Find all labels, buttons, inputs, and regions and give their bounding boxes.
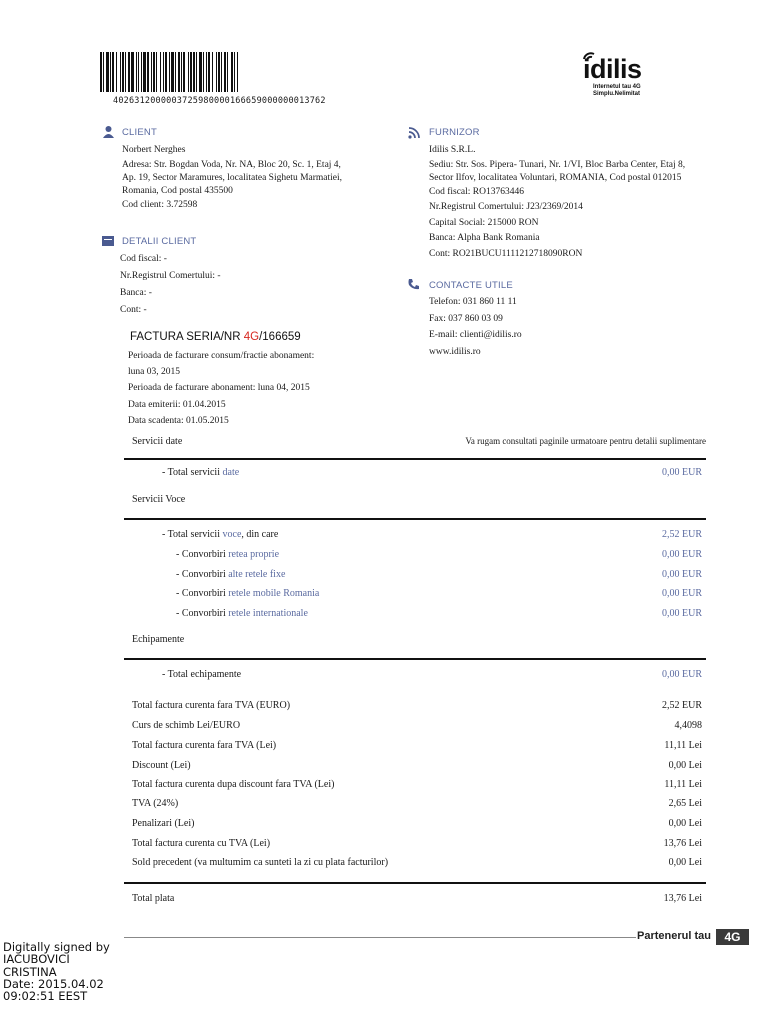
totals-value: 0,00 Lei [668, 760, 702, 771]
barcode-bar [190, 52, 192, 92]
barcode-bar [196, 52, 197, 92]
invoice-title [130, 331, 301, 343]
divider-voice [124, 518, 706, 520]
logo-tagline-2: Simplu.Nelimitat [593, 91, 641, 97]
invoice-number: /166659 [259, 331, 301, 343]
supplier-title: FURNIZOR [429, 127, 480, 138]
voice-item-prefix: - Convorbiri [176, 588, 229, 599]
person-icon [102, 125, 115, 138]
totals-label: TVA (24%) [132, 798, 179, 809]
totals-label: Total factura curenta fara TVA (EURO) [132, 700, 291, 711]
supplier-name: Idilis S.R.L. [429, 145, 476, 155]
contact-email[interactable]: E-mail: clienti@idilis.ro [429, 330, 522, 340]
barcode-bar [156, 52, 157, 92]
totals-row [132, 760, 702, 776]
barcode-bar [175, 52, 176, 92]
client-title: CLIENT [122, 127, 157, 138]
client-fiscal-code: Cod fiscal: - [120, 254, 167, 264]
client-details-title: DETALII CLIENT [122, 236, 197, 247]
client-code: Cod client: 3.72598 [122, 199, 198, 210]
issue-date: Data emiterii: 01.04.2015 [128, 399, 226, 410]
totals-value: 2,52 EUR [662, 700, 702, 711]
voice-item-prefix: - Convorbiri [176, 608, 229, 619]
data-services-heading-row [132, 436, 706, 452]
barcode [100, 52, 360, 92]
digital-signature [3, 941, 110, 1002]
invoice-details [128, 348, 408, 429]
barcode-bar [106, 52, 109, 92]
totals-row [132, 779, 702, 795]
signature-line: Digitally signed by [3, 940, 110, 954]
barcode-bar [160, 52, 161, 92]
barcode-bar [112, 52, 114, 92]
client-address-3: Romania, Cod postal 435500 [122, 185, 233, 196]
supplier-address-1: Sediu: Str. Sos. Pipera- Tunari, Nr. 1/VI, Bloc Barba Center, Etaj 8, [429, 159, 686, 170]
voice-item-highlight: retele internationale [228, 608, 308, 619]
total-payment-label: Total plata [132, 893, 175, 904]
barcode-bar [100, 52, 102, 92]
voice-item-prefix: - Convorbiri [176, 549, 229, 560]
period-consumption-label: Perioada de facturare consum/fractie abonament: [128, 351, 315, 361]
totals-row [132, 798, 702, 814]
voice-item-row [132, 549, 702, 565]
barcode-bar [231, 52, 233, 92]
signature-line: CRISTINA [3, 964, 57, 979]
totals-value: 4,4098 [674, 720, 702, 731]
barcode-bar [122, 52, 124, 92]
voice-services-total-row [132, 529, 702, 545]
barcode-bar [199, 52, 202, 92]
totals-label: Total factura curenta fara TVA (Lei) [132, 740, 277, 751]
barcode-bar [143, 52, 146, 92]
barcode-bar [141, 52, 142, 92]
idilis-logo [575, 50, 685, 100]
barcode-bar [147, 52, 149, 92]
supplier-fiscal-code: Cod fiscal: RO13763446 [429, 186, 524, 197]
supplier-capital: Capital Social: 215000 RON [429, 217, 539, 228]
voice-item-value: 0,00 EUR [662, 608, 702, 619]
client-address-2: Ap. 19, Sector Maramures, localitatea Sighetu Marmatiei, [122, 172, 343, 183]
supplier-address-2: Sector Ilfov, localitatea Voluntari, ROMANIA, Cod postal 012015 [429, 172, 682, 183]
supplier-block [429, 143, 729, 262]
period-consumption-value: luna 03, 2015 [128, 367, 180, 378]
barcode-bar [136, 52, 137, 92]
barcode-bar [120, 52, 121, 92]
barcode-bar [138, 52, 139, 92]
invoice-series: 4G [243, 331, 260, 343]
voice-item-value: 0,00 EUR [662, 569, 702, 580]
logo-tagline-1: Internetul tau 4G [593, 84, 641, 90]
equipment-heading-row [132, 634, 702, 650]
barcode-bar [224, 52, 226, 92]
totals-value: 11,11 Lei [664, 740, 702, 751]
totals-row [132, 838, 702, 854]
voice-item-value: 0,00 EUR [662, 588, 702, 599]
barcode-bar [208, 52, 210, 92]
data-total-prefix: - Total servicii [162, 467, 223, 478]
barcode-bar [216, 52, 217, 92]
client-trade-register: Nr.Registrul Comertului: - [120, 271, 221, 281]
period-subscription: Perioada de facturare abonament: luna 04, 2015 [128, 383, 310, 394]
signature-line: 09:02:51 EEST [3, 989, 88, 1004]
barcode-bar [151, 52, 152, 92]
totals-value: 11,11 Lei [664, 779, 702, 790]
barcode-bar [178, 52, 180, 92]
barcode-bar [203, 52, 204, 92]
total-payment-row [132, 893, 702, 909]
due-date: Data scadenta: 01.05.2015 [128, 415, 229, 426]
totals-label: Total factura curenta dupa discount fara TVA (Lei) [132, 779, 335, 790]
barcode-bar [212, 52, 213, 92]
client-details-block [120, 251, 370, 319]
footer-line [124, 937, 636, 938]
barcode-bar [153, 52, 155, 92]
totals-value: 2,65 Lei [668, 798, 702, 809]
client-block [122, 143, 392, 212]
barcode-bar [110, 52, 111, 92]
totals-label: Sold precedent (va multumim ca sunteti la zi cu plata facturilor) [132, 857, 389, 868]
data-services-total-row [132, 467, 702, 483]
client-name: Norbert Nerghes [122, 145, 186, 155]
supplier-bank: Banca: Alpha Bank Romania [429, 233, 540, 243]
invoice-title-prefix: FACTURA SERIA/NR [130, 331, 244, 343]
barcode-bar [163, 52, 164, 92]
totals-row [132, 857, 702, 873]
equipment-total-value: 0,00 EUR [662, 669, 702, 680]
voice-item-row [132, 588, 702, 604]
barcode-bar [183, 52, 185, 92]
divider-data [124, 458, 706, 460]
equipment-total-row [132, 669, 702, 685]
partner-badge: 4G [716, 929, 749, 945]
contact-website[interactable]: www.idilis.ro [429, 346, 481, 357]
barcode-bar [237, 52, 238, 92]
voice-total-highlight: voce [222, 529, 242, 540]
contact-phone: Telefon: 031 860 11 11 [429, 297, 517, 307]
voice-item-prefix: - Convorbiri [176, 569, 229, 580]
partner-label: Partenerul tau [637, 930, 711, 942]
contact-fax: Fax: 037 860 03 09 [429, 313, 503, 324]
contacts-block [429, 294, 679, 360]
voice-item-highlight: retele mobile Romania [228, 588, 320, 599]
barcode-bar [169, 52, 170, 92]
barcode-bar [171, 52, 174, 92]
totals-value: 0,00 Lei [668, 857, 702, 868]
totals-label: Discount (Lei) [132, 760, 191, 771]
barcode-bar [206, 52, 207, 92]
barcode-bar [234, 52, 235, 92]
data-total-highlight: date [222, 467, 240, 478]
voice-item-highlight: retea proprie [228, 549, 280, 560]
barcode-bar [227, 52, 228, 92]
totals-row [132, 720, 702, 736]
barcode-bar [188, 52, 189, 92]
rss-icon [408, 127, 421, 139]
voice-item-highlight: alte retele fixe [228, 569, 286, 580]
client-address-1: Adresa: Str. Bogdan Voda, Nr. NA, Bloc 20, Sc. 1, Etaj 4, [122, 159, 341, 170]
barcode-bar [131, 52, 134, 92]
supplier-account: Cont: RO21BUCU1111212718090RON [429, 248, 583, 259]
services-note: Va rugam consultati paginile urmatoare pentru detalii suplimentare [465, 436, 706, 446]
totals-label: Total factura curenta cu TVA (Lei) [132, 838, 271, 849]
voice-total-value: 2,52 EUR [662, 529, 702, 540]
voice-services-heading-row [132, 494, 702, 510]
voice-total-suffix: , din care [241, 529, 279, 540]
voice-item-row [132, 608, 702, 624]
barcode-bar [218, 52, 220, 92]
totals-value: 0,00 Lei [668, 818, 702, 829]
barcode-bar [128, 52, 130, 92]
supplier-trade-register: Nr.Registrul Comertului: J23/2369/2014 [429, 202, 583, 212]
voice-item-row [132, 569, 702, 585]
totals-row [132, 700, 702, 716]
total-payment-value: 13,76 Lei [663, 893, 702, 904]
barcode-number: 4026312000003725980000166659000000013762 [113, 96, 326, 106]
client-bank: Banca: - [120, 288, 152, 298]
totals-row [132, 740, 702, 756]
divider-total [124, 882, 706, 884]
voice-total-prefix: - Total servicii [162, 529, 223, 540]
barcode-bar [165, 52, 167, 92]
data-total-value: 0,00 EUR [662, 467, 702, 478]
contacts-title: CONTACTE UTILE [429, 280, 513, 291]
phone-icon [407, 278, 420, 291]
totals-label: Penalizari (Lei) [132, 818, 195, 829]
barcode-bar [221, 52, 222, 92]
totals-row [132, 818, 702, 834]
data-services-heading: Servicii date [132, 436, 183, 447]
voice-item-value: 0,00 EUR [662, 549, 702, 560]
signature-line: Date: 2015.04.02 [3, 976, 104, 991]
logo-text: idilis [583, 54, 642, 84]
totals-value: 13,76 Lei [663, 838, 702, 849]
barcode-bar [116, 52, 117, 92]
totals-label: Curs de schimb Lei/EURO [132, 720, 241, 731]
equipment-heading: Echipamente [132, 634, 185, 645]
barcode-bar [193, 52, 195, 92]
equipment-total-label: - Total echipamente [162, 669, 242, 680]
voice-services-heading: Servicii Voce [132, 494, 186, 505]
client-account: Cont: - [120, 305, 147, 315]
barcode-bar [181, 52, 182, 92]
barcode-bar [103, 52, 104, 92]
signature-line: IACUBOVICI [3, 952, 70, 967]
card-icon [102, 235, 115, 247]
divider-equipment [124, 658, 706, 660]
barcode-bar [125, 52, 126, 92]
